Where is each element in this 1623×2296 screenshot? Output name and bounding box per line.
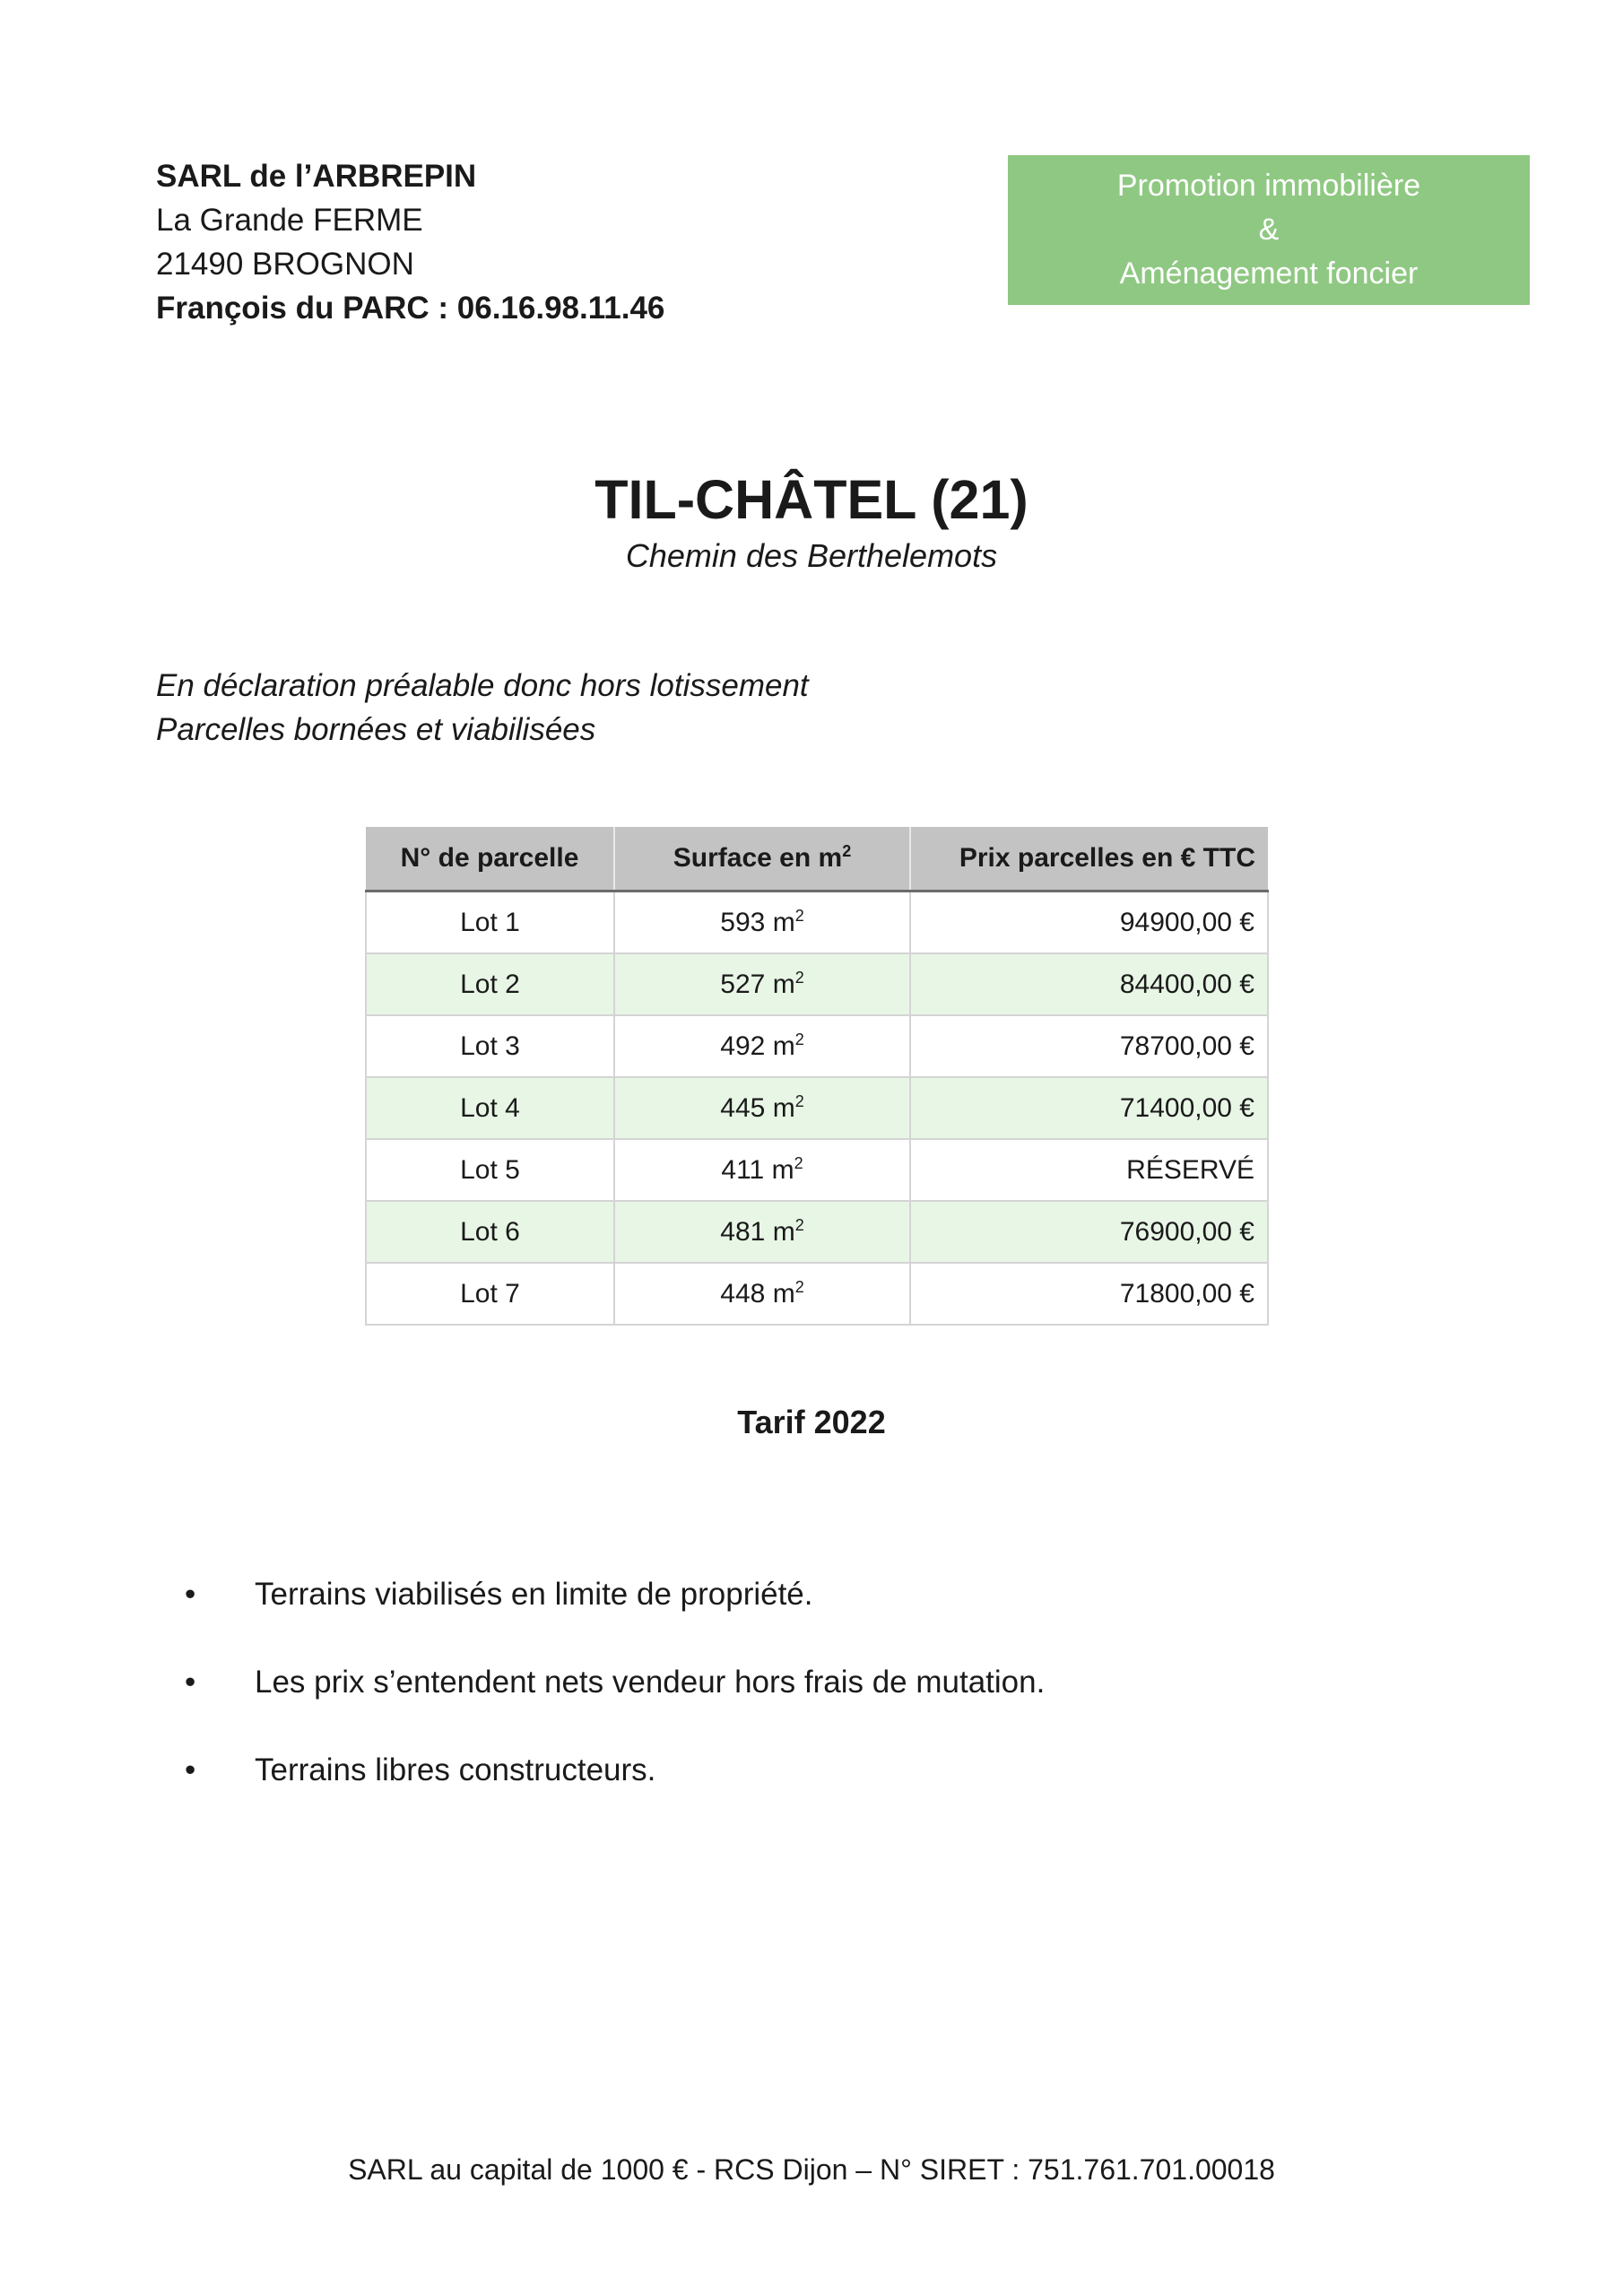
list-item [156, 1574, 1045, 1615]
badge-line-3: Aménagement foncier [1119, 257, 1419, 291]
cell-lot: Lot 4 [366, 1077, 614, 1139]
badge-line-2: & [1258, 213, 1280, 247]
surface-unit-sup: 2 [794, 1215, 804, 1234]
table-body [366, 891, 1268, 1326]
cell-price: RÉSERVÉ [910, 1139, 1268, 1201]
header-parcel: N° de parcelle [366, 827, 614, 891]
table-row [366, 1201, 1268, 1263]
surface-unit: m [772, 1031, 795, 1061]
header-surface [614, 827, 910, 891]
cell-surface [614, 1077, 910, 1139]
intro-line-2: Parcelles bornées et viabilisées [156, 712, 596, 747]
cell-lot: Lot 1 [366, 891, 614, 954]
table-row [366, 953, 1268, 1015]
surface-unit: m [772, 1216, 795, 1247]
company-name: SARL de l’ARBREPIN [156, 159, 477, 194]
address-line-1: La Grande FERME [156, 203, 423, 238]
intro-line-1: En déclaration préalable donc hors lotissement [156, 668, 809, 703]
cell-lot: Lot 7 [366, 1263, 614, 1325]
cell-price: 94900,00 € [910, 891, 1268, 954]
footer-legal: SARL au capital de 1000 € - RCS Dijon – N° SIRET : 751.761.701.00018 [348, 2153, 1275, 2186]
cell-price: 78700,00 € [910, 1015, 1268, 1077]
table-row [366, 1015, 1268, 1077]
cell-price: 71400,00 € [910, 1077, 1268, 1139]
table-header-row [366, 827, 1268, 891]
list-item [156, 1662, 1045, 1703]
surface-unit-sup: 2 [794, 906, 804, 925]
bullet-icon: • [185, 1577, 196, 1612]
page-title: TIL-CHÂTEL (21) [595, 469, 1028, 530]
cell-price: 71800,00 € [910, 1263, 1268, 1325]
cell-surface [614, 1139, 910, 1201]
tarif-label: Tarif 2022 [737, 1404, 886, 1440]
cell-surface [614, 1015, 910, 1077]
note-text: Terrains viabilisés en limite de propriété. [255, 1577, 813, 1612]
cell-lot: Lot 3 [366, 1015, 614, 1077]
cell-lot: Lot 5 [366, 1139, 614, 1201]
contact-line: François du PARC : 06.16.98.11.46 [156, 291, 665, 326]
table-row [366, 1139, 1268, 1201]
surface-value: 448 [720, 1278, 766, 1309]
surface-unit-sup: 2 [794, 1277, 804, 1296]
bullet-icon: • [185, 1752, 196, 1787]
header-surface-label: Surface en m [673, 843, 843, 873]
cell-price: 76900,00 € [910, 1201, 1268, 1263]
surface-unit-sup: 2 [794, 968, 804, 987]
header-price: Prix parcelles en € TTC [910, 827, 1268, 891]
note-text: Terrains libres constructeurs. [255, 1752, 656, 1787]
cell-surface [614, 891, 910, 954]
cell-price: 84400,00 € [910, 953, 1268, 1015]
surface-value: 527 [720, 969, 766, 999]
table-row [366, 1263, 1268, 1325]
surface-value: 492 [720, 1031, 766, 1061]
surface-value: 445 [720, 1092, 766, 1123]
list-item [156, 1750, 1045, 1791]
badge-line-1: Promotion immobilière [1116, 169, 1421, 203]
page-subtitle: Chemin des Berthelemots [625, 537, 998, 574]
address-line-2: 21490 BROGNON [156, 247, 414, 282]
bullet-icon: • [185, 1665, 196, 1700]
notes-list [156, 1574, 1045, 1838]
surface-unit: m [772, 907, 795, 937]
intro-text [156, 664, 809, 752]
surface-unit: m [771, 1154, 794, 1185]
surface-value: 593 [720, 907, 766, 937]
surface-unit: m [772, 969, 795, 999]
table-row [366, 891, 1268, 954]
surface-unit-sup: 2 [794, 1153, 803, 1172]
surface-unit: m [772, 1278, 795, 1309]
cell-lot: Lot 6 [366, 1201, 614, 1263]
surface-unit: m [772, 1092, 795, 1123]
surface-unit-sup: 2 [794, 1030, 804, 1048]
note-text: Les prix s’entendent nets vendeur hors frais de mutation. [255, 1665, 1046, 1700]
cell-surface [614, 953, 910, 1015]
surface-unit-sup: 2 [794, 1091, 804, 1110]
cell-lot: Lot 2 [366, 953, 614, 1015]
activity-badge [1008, 155, 1530, 305]
cell-surface [614, 1263, 910, 1325]
surface-value: 411 [721, 1154, 765, 1185]
cell-surface [614, 1201, 910, 1263]
surface-value: 481 [720, 1216, 766, 1247]
table-row [366, 1077, 1268, 1139]
parcel-table [365, 827, 1269, 1326]
header-surface-sup: 2 [842, 842, 852, 860]
sender-block [156, 154, 664, 330]
